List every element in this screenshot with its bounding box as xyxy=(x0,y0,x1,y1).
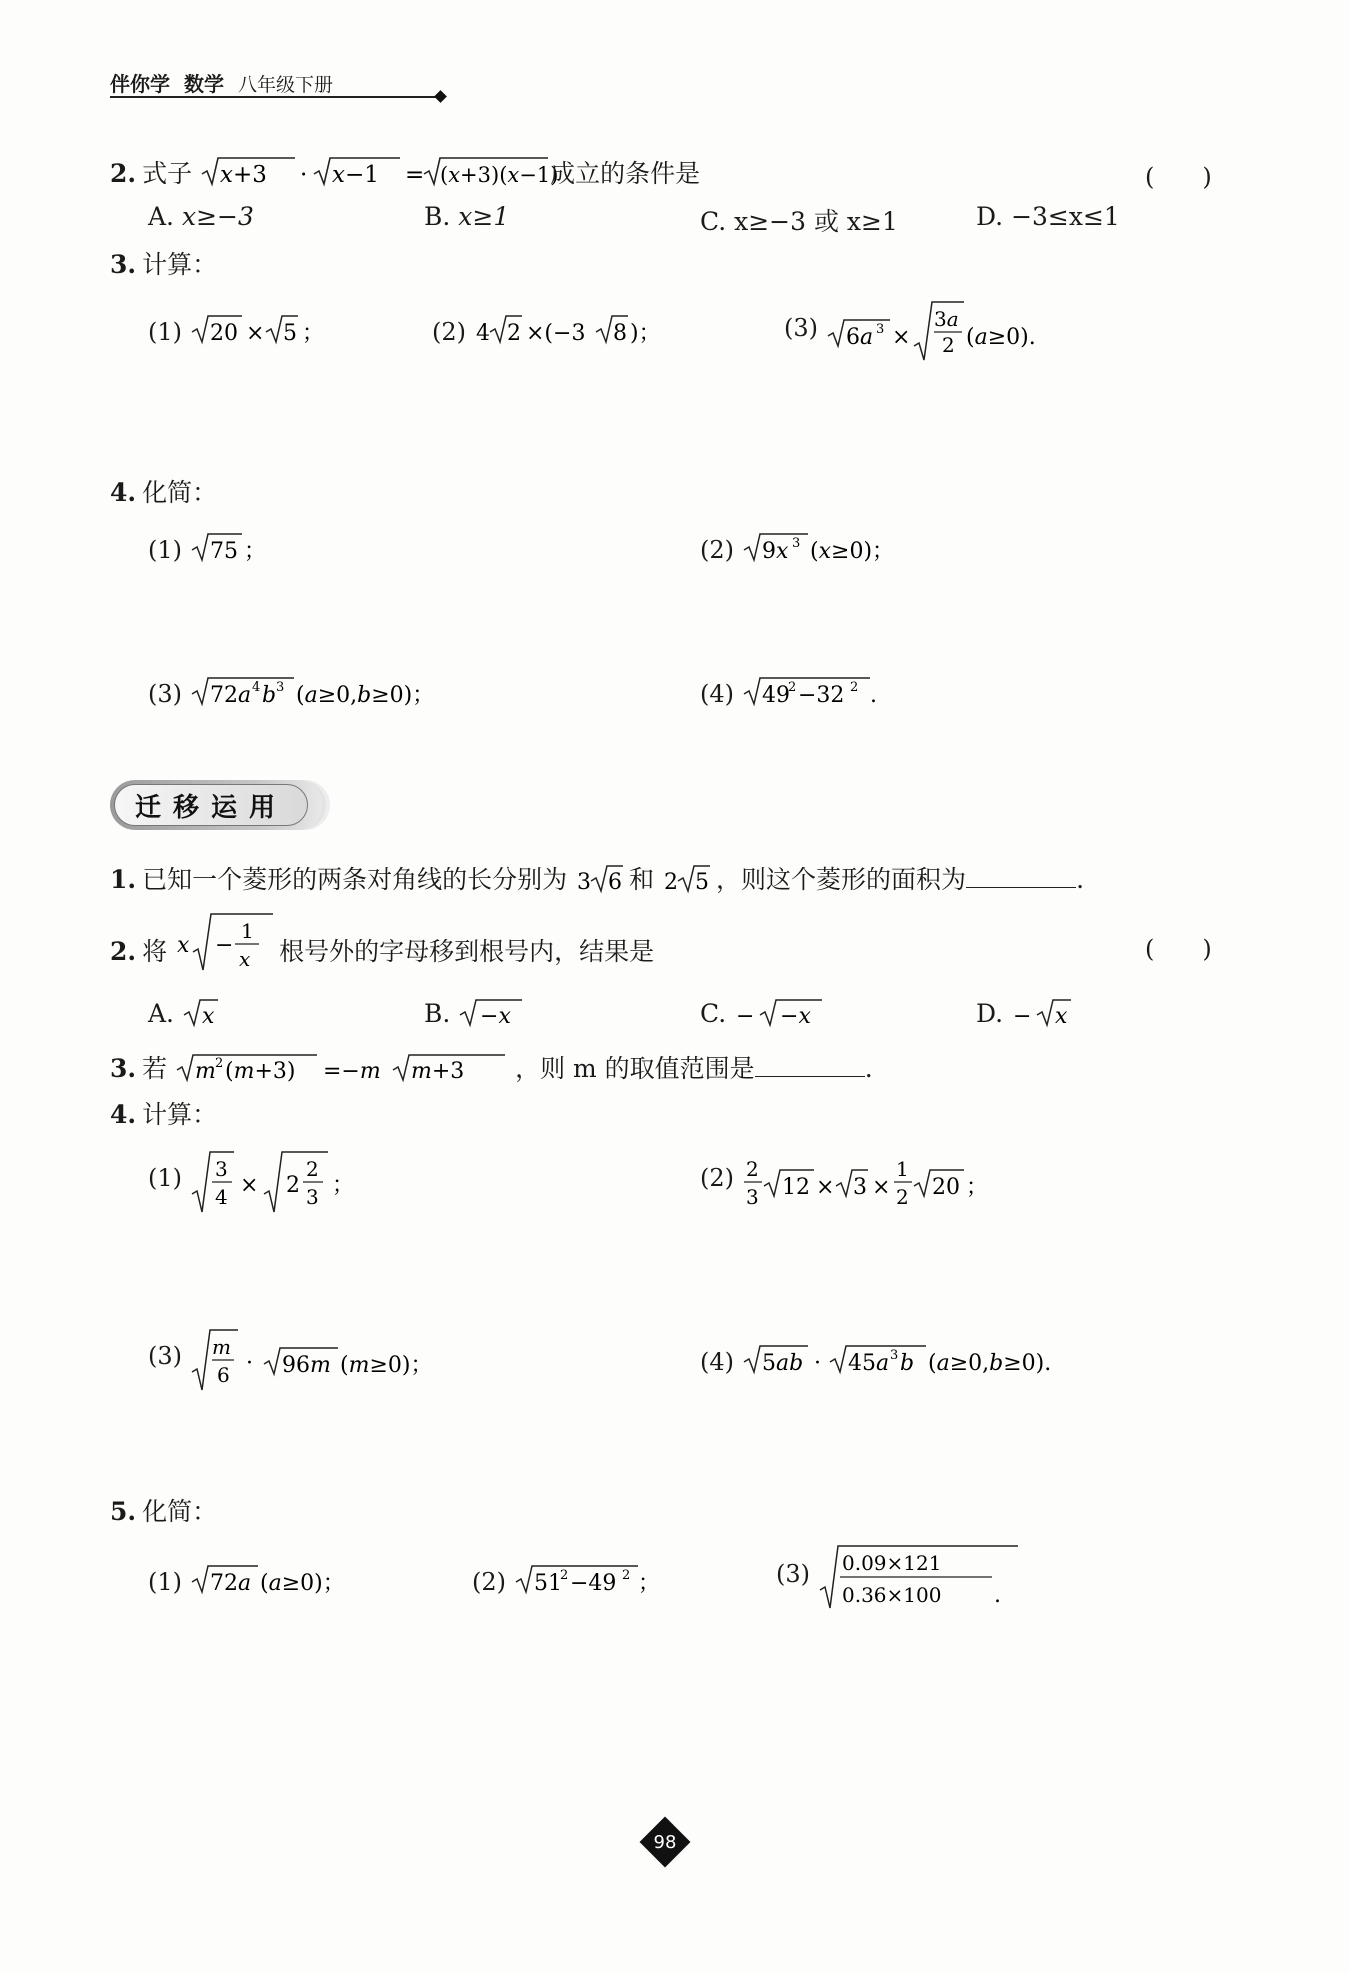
q4-item-1 xyxy=(148,530,270,566)
svg-text:(a≥0).: (a≥0). xyxy=(965,325,1036,350)
svg-text:2: 2 xyxy=(895,1185,909,1209)
svg-text:x: x xyxy=(201,1004,215,1029)
option-d[interactable] xyxy=(976,202,1120,231)
page-number-badge xyxy=(643,1820,687,1864)
option-label: C. xyxy=(700,999,727,1028)
svg-text:−x: −x xyxy=(780,1004,811,1029)
svg-text:×: × xyxy=(871,1175,891,1200)
svg-text:−x: −x xyxy=(480,1004,512,1029)
radical-expression xyxy=(734,996,844,1030)
answer-paren[interactable]: ( ) xyxy=(1145,163,1212,191)
option-label: D. xyxy=(976,202,1004,231)
question-number: 4. xyxy=(110,478,137,507)
svg-text:1: 1 xyxy=(241,919,254,943)
subject-title: 数学 xyxy=(184,72,224,96)
question-number: 3. xyxy=(110,1054,137,1083)
option-text: x≥−3 xyxy=(181,202,254,231)
svg-text:·: · xyxy=(300,162,308,188)
svg-text:2: 2 xyxy=(559,1568,568,1583)
svg-text:2: 2 xyxy=(215,1056,224,1071)
section-title: 迁移运用 xyxy=(134,792,287,823)
svg-text:2: 2 xyxy=(787,680,796,695)
svg-text:；: ； xyxy=(331,1173,354,1198)
svg-text:(x+3)(x−1): (x+3)(x−1) xyxy=(440,163,559,187)
answer-paren[interactable]: ( ) xyxy=(1145,935,1212,963)
question-end: . xyxy=(864,1054,873,1083)
option-d[interactable] xyxy=(976,996,1081,1030)
question-text-tail: ，则这个菱形的面积为 xyxy=(716,865,967,894)
question-2 xyxy=(110,154,700,191)
svg-text:3: 3 xyxy=(875,322,884,337)
svg-text:×: × xyxy=(815,1175,835,1200)
radical-expression xyxy=(190,312,324,348)
svg-text:.: . xyxy=(869,683,877,708)
svg-text:(m+3): (m+3) xyxy=(225,1059,296,1084)
transfer-question-3 xyxy=(110,1051,873,1086)
svg-text:4: 4 xyxy=(475,321,490,346)
svg-text:·: · xyxy=(245,1351,253,1376)
transfer-q4-item-3 xyxy=(148,1328,520,1394)
svg-text:x+3: x+3 xyxy=(220,162,267,188)
question-text-middle: ，则 m 的取值范围是 xyxy=(515,1054,755,1083)
svg-text:2: 2 xyxy=(305,1157,319,1181)
svg-text:96m: 96m xyxy=(281,1353,331,1378)
svg-text:2: 2 xyxy=(621,1568,630,1583)
svg-text:x: x xyxy=(1055,1004,1068,1029)
transfer-q4-item-1 xyxy=(148,1150,390,1216)
svg-text:3: 3 xyxy=(214,1157,228,1181)
svg-text:72a: 72a xyxy=(209,683,251,708)
svg-text:12: 12 xyxy=(781,1175,810,1200)
svg-text:3: 3 xyxy=(889,1348,898,1363)
svg-text:；: ； xyxy=(301,321,324,346)
item-label: (2) xyxy=(700,536,734,564)
svg-text:0.09×121: 0.09×121 xyxy=(841,1551,942,1575)
radical-expression xyxy=(190,1562,370,1598)
q4-item-3 xyxy=(148,674,480,710)
svg-text:5ab: 5ab xyxy=(761,1351,803,1376)
question-text-suffix: 成立的条件是 xyxy=(550,159,701,188)
option-c[interactable] xyxy=(700,996,844,1030)
svg-text:3: 3 xyxy=(852,1175,867,1200)
radical-expression xyxy=(200,154,559,190)
svg-text:m: m xyxy=(211,1335,231,1359)
item-label: (1) xyxy=(148,536,182,564)
question-number: 2. xyxy=(110,937,137,966)
svg-text:=−m: =−m xyxy=(323,1059,381,1084)
svg-text:×: × xyxy=(245,321,265,346)
svg-text:3: 3 xyxy=(275,680,284,695)
question-text: 若 xyxy=(142,1054,168,1083)
option-label: A. xyxy=(148,202,175,231)
svg-text:72a: 72a xyxy=(209,1571,251,1596)
item-label: (2) xyxy=(700,1164,734,1192)
svg-text:5: 5 xyxy=(282,321,297,346)
item-label: (2) xyxy=(472,1568,506,1596)
q3-item-3 xyxy=(784,300,1126,364)
option-text: −3≤x≤1 xyxy=(1011,202,1120,231)
option-c[interactable] xyxy=(700,202,898,238)
svg-text:6: 6 xyxy=(608,870,623,895)
q4-item-2 xyxy=(700,530,932,566)
transfer-q4-item-4 xyxy=(700,1342,1122,1378)
item-label: (1) xyxy=(148,1568,182,1596)
svg-text:x: x xyxy=(239,947,251,971)
svg-text:.: . xyxy=(993,1583,1001,1608)
radical-expression xyxy=(575,862,629,896)
question-text-suffix: 根号外的字母移到根号内，结果是 xyxy=(279,937,655,966)
svg-text:20: 20 xyxy=(931,1175,960,1200)
question-3 xyxy=(110,248,217,282)
transfer-q5-item-2 xyxy=(472,1562,664,1598)
radical-expression xyxy=(175,1051,515,1085)
option-text: x≥−3 或 x≥1 xyxy=(734,207,898,236)
radical-expression xyxy=(742,530,932,566)
series-title: 伴你学 xyxy=(110,72,170,96)
q4-item-4 xyxy=(700,674,892,710)
page-number: 98 xyxy=(653,1831,677,1853)
question-number: 2. xyxy=(110,159,137,188)
question-title: 化简： xyxy=(142,478,218,507)
item-label: (1) xyxy=(148,1164,182,1192)
svg-text:49: 49 xyxy=(761,683,790,708)
radical-expression xyxy=(1011,996,1081,1030)
radical-expression xyxy=(742,674,892,710)
svg-text:×: × xyxy=(891,325,911,350)
option-label: B. xyxy=(424,999,451,1028)
svg-text:51: 51 xyxy=(533,1571,562,1596)
transfer-question-5 xyxy=(110,1495,217,1529)
svg-text:3: 3 xyxy=(745,1185,759,1209)
radical-expression xyxy=(182,996,226,1030)
option-a[interactable] xyxy=(148,996,226,1030)
radical-expression xyxy=(458,996,538,1030)
svg-text:(a≥0)；: (a≥0)； xyxy=(259,1571,345,1596)
svg-text:3a: 3a xyxy=(933,307,959,331)
radical-expression xyxy=(742,1342,1122,1378)
section-title-badge xyxy=(110,780,322,830)
transfer-question-4 xyxy=(110,1098,217,1132)
svg-text:x: x xyxy=(177,933,190,958)
svg-text:2: 2 xyxy=(506,321,521,346)
svg-text:−32: −32 xyxy=(797,683,845,708)
question-text: 已知一个菱形的两条对角线的长分别为 xyxy=(142,865,568,894)
item-label: (2) xyxy=(432,318,466,346)
svg-text:(a≥0,b≥0).: (a≥0,b≥0). xyxy=(927,1351,1051,1376)
svg-text:2: 2 xyxy=(849,680,858,695)
q3-item-2 xyxy=(432,312,694,348)
option-label: C. xyxy=(700,207,727,236)
svg-text:2: 2 xyxy=(941,333,955,357)
item-label: (4) xyxy=(700,1348,734,1376)
svg-text:=: = xyxy=(405,162,425,188)
item-label: (4) xyxy=(700,680,734,708)
question-end: . xyxy=(1076,865,1085,894)
svg-text:(a≥0,b≥0)；: (a≥0,b≥0)； xyxy=(295,683,434,708)
svg-text:2: 2 xyxy=(664,870,679,895)
question-text: 式子 xyxy=(142,159,193,188)
header-diamond-icon xyxy=(434,90,447,103)
svg-text:1: 1 xyxy=(895,1157,909,1181)
radical-expression xyxy=(662,862,716,896)
svg-text:75: 75 xyxy=(209,539,238,564)
question-text-and: 和 xyxy=(629,865,655,894)
radical-expression xyxy=(190,1328,520,1394)
radical-expression xyxy=(190,674,480,710)
radical-expression xyxy=(190,1150,390,1216)
grade-label: 八年级下册 xyxy=(238,74,334,96)
svg-text:m+3: m+3 xyxy=(411,1059,465,1084)
svg-text:3: 3 xyxy=(305,1185,319,1209)
svg-text:−: − xyxy=(215,933,234,958)
option-b[interactable] xyxy=(424,996,538,1030)
answer-blank[interactable] xyxy=(755,1052,865,1077)
item-label: (1) xyxy=(148,318,182,346)
svg-text:(x≥0)；: (x≥0)； xyxy=(809,539,894,564)
header-rule xyxy=(110,96,440,98)
item-label: (3) xyxy=(776,1560,810,1588)
svg-text:9x: 9x xyxy=(761,539,789,564)
svg-text:；: ； xyxy=(965,1175,988,1200)
option-label: A. xyxy=(148,999,175,1028)
transfer-question-2 xyxy=(110,912,654,976)
svg-text:5: 5 xyxy=(695,870,710,895)
svg-text:；: ； xyxy=(637,1571,660,1596)
radical-expression xyxy=(826,300,1126,364)
svg-text:−: − xyxy=(736,1004,755,1029)
option-a[interactable] xyxy=(148,202,254,231)
svg-text:−49: −49 xyxy=(569,1571,617,1596)
svg-text:6: 6 xyxy=(216,1363,230,1387)
svg-text:(m≥0)；: (m≥0)； xyxy=(339,1353,433,1378)
question-title: 化简： xyxy=(142,1497,218,1526)
svg-text:2: 2 xyxy=(285,1173,300,1198)
question-text: 将 xyxy=(142,937,168,966)
answer-blank[interactable] xyxy=(966,863,1076,888)
transfer-q5-item-1 xyxy=(148,1562,370,1598)
option-label: D. xyxy=(976,999,1004,1028)
svg-text:×: × xyxy=(239,1173,259,1198)
svg-text:2: 2 xyxy=(745,1157,759,1181)
transfer-question-1 xyxy=(110,862,1084,897)
svg-text:3: 3 xyxy=(577,870,592,895)
svg-text:6a: 6a xyxy=(845,325,873,350)
svg-text:4: 4 xyxy=(251,680,260,695)
svg-text:)；: )； xyxy=(629,321,661,346)
item-label: (3) xyxy=(148,680,182,708)
radical-expression xyxy=(190,530,270,566)
question-4 xyxy=(110,476,217,510)
question-number: 1. xyxy=(110,865,137,894)
option-b[interactable] xyxy=(424,202,509,231)
option-label: B. xyxy=(424,202,451,231)
question-number: 3. xyxy=(110,250,137,279)
svg-text:×(−3: ×(−3 xyxy=(525,321,586,346)
svg-text:20: 20 xyxy=(209,321,238,346)
radical-expression xyxy=(742,1150,1022,1216)
question-number: 4. xyxy=(110,1100,137,1129)
option-text: x≥1 xyxy=(458,202,510,231)
svg-text:x−1: x−1 xyxy=(332,162,379,188)
item-label: (3) xyxy=(148,1342,182,1370)
radical-expression xyxy=(474,312,694,348)
svg-text:45a: 45a xyxy=(847,1351,889,1376)
svg-text:−: − xyxy=(1013,1004,1032,1029)
svg-text:4: 4 xyxy=(214,1185,228,1209)
item-label: (3) xyxy=(784,314,818,342)
svg-text:3: 3 xyxy=(791,536,800,551)
radical-expression xyxy=(175,912,279,976)
question-title: 计算： xyxy=(142,250,218,279)
transfer-q4-item-2 xyxy=(700,1150,1022,1216)
svg-text:m: m xyxy=(195,1059,216,1084)
radical-expression xyxy=(818,1544,1008,1614)
svg-text:0.36×100: 0.36×100 xyxy=(841,1583,942,1607)
page-header xyxy=(110,68,333,97)
transfer-q5-item-3 xyxy=(776,1544,1008,1614)
q3-item-1 xyxy=(148,312,324,348)
svg-text:·: · xyxy=(813,1351,821,1376)
svg-text:；: ； xyxy=(243,539,266,564)
svg-text:b: b xyxy=(899,1351,914,1376)
question-number: 5. xyxy=(110,1497,137,1526)
radical-expression xyxy=(514,1562,664,1598)
svg-text:b: b xyxy=(261,683,276,708)
svg-text:8: 8 xyxy=(612,321,627,346)
question-title: 计算： xyxy=(142,1100,218,1129)
